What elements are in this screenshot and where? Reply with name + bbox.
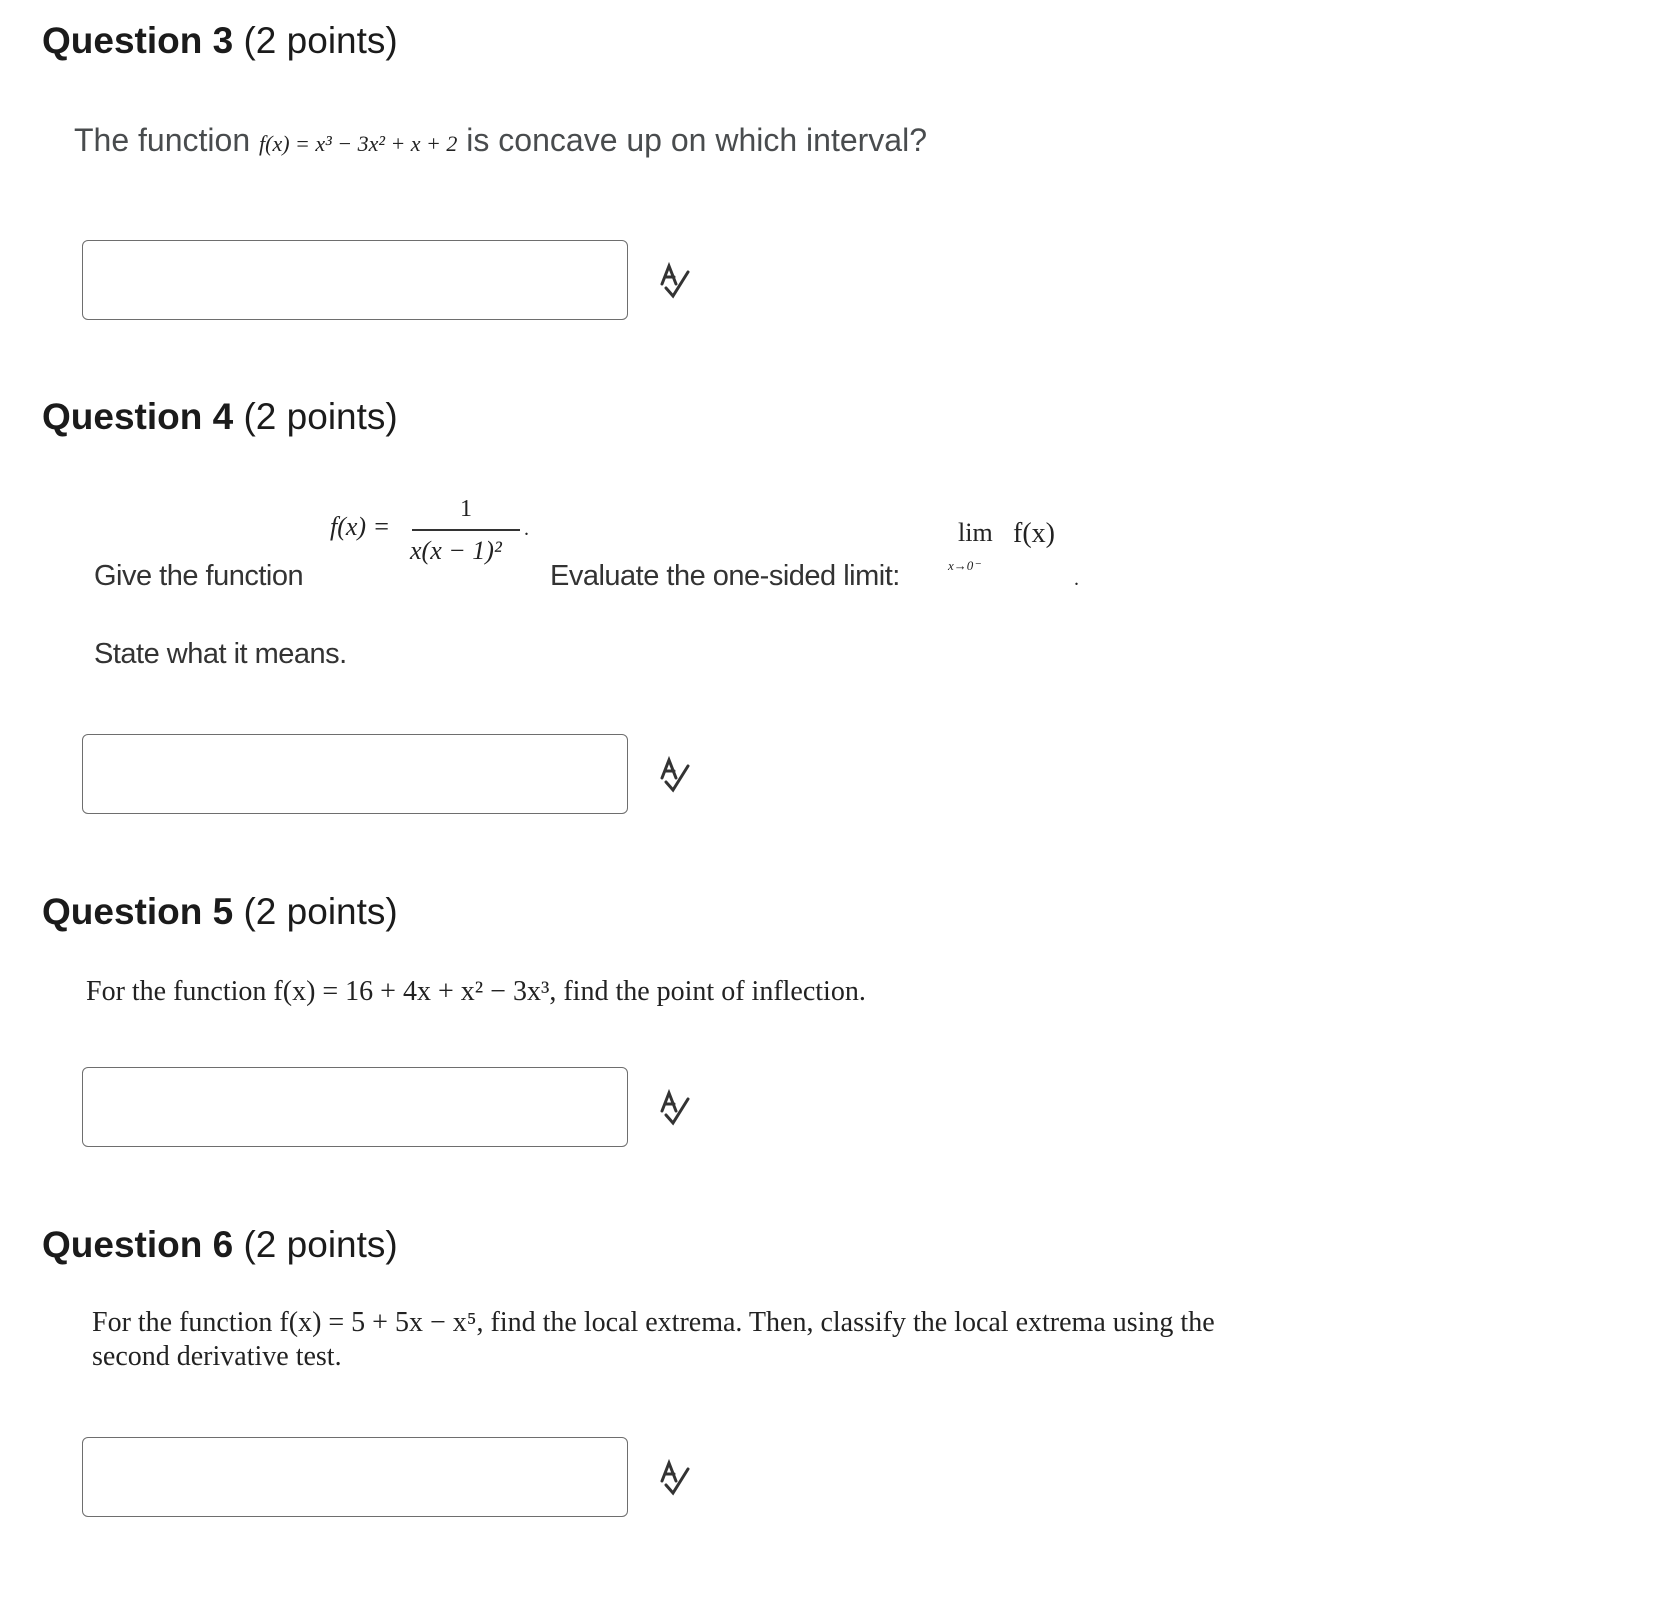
question-points: (2 points) [243,891,398,932]
question-5-text: For the function f(x) = 16 + 4x + x² − 3x³, find the point of inflection. [86,976,866,1007]
question-number: Question 6 [42,1224,234,1265]
question-6-text-line2: second derivative test. [92,1341,342,1372]
formula: f(x) = x³ − 3x² + x + 2 [259,131,458,156]
question-number: Question 3 [42,20,234,61]
text: State what it means. [94,638,347,670]
text: Give the function [94,560,304,592]
text: The function [74,122,251,158]
limit-operator: lim [958,518,993,547]
answer-input-q3[interactable] [82,240,628,320]
formula-denominator: x(x − 1)² [410,536,502,565]
question-points: (2 points) [243,1224,398,1265]
answer-input-q5[interactable] [82,1067,628,1147]
limit-function: f(x) [1013,518,1055,549]
question-5-heading [42,891,398,933]
spellcheck-icon[interactable] [656,754,696,794]
formula-end: . [524,518,529,540]
limit-subscript: x→0⁻ [948,558,981,573]
question-3-heading [42,20,398,62]
spellcheck-icon[interactable] [656,1457,696,1497]
question-number: Question 4 [42,396,234,437]
spellcheck-icon[interactable] [656,260,696,300]
spellcheck-icon[interactable] [656,1087,696,1127]
text: Evaluate the one-sided limit: [550,560,900,592]
question-6-heading [42,1224,398,1266]
formula-lhs: f(x) = [330,512,391,541]
fraction-bar [412,529,520,531]
question-points: (2 points) [243,20,398,61]
question-3-text [74,122,927,159]
question-points: (2 points) [243,396,398,437]
question-number: Question 5 [42,891,234,932]
formula-numerator: 1 [460,496,472,522]
question-4-heading [42,396,398,438]
question-6-text-line1: For the function f(x) = 5 + 5x − x⁵, find the local extrema. Then, classify the local extrema using the [92,1307,1215,1338]
answer-input-q4[interactable] [82,734,628,814]
answer-input-q6[interactable] [82,1437,628,1517]
limit-end: . [1074,568,1079,590]
text: is concave up on which interval? [466,122,927,158]
